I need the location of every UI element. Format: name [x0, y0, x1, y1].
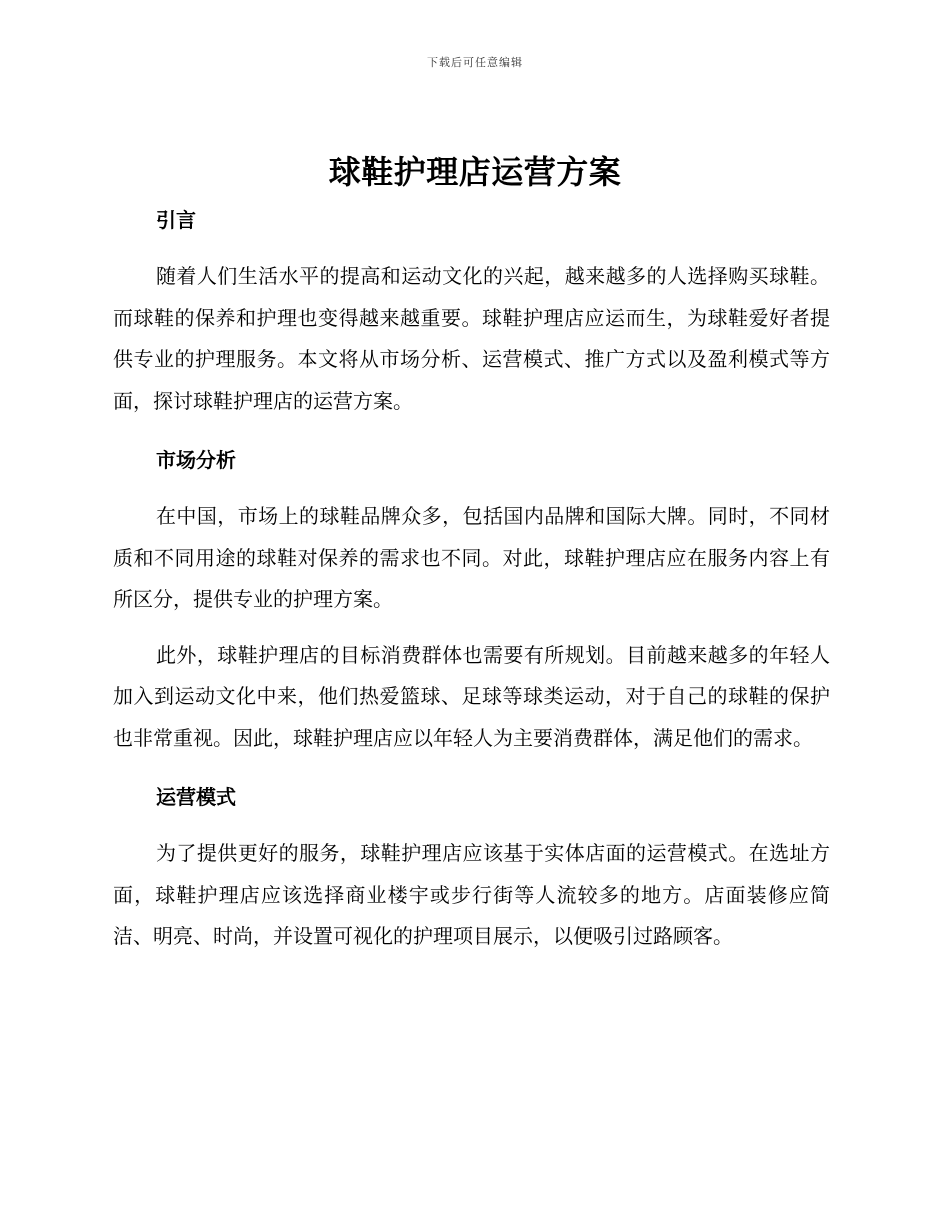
section-heading-operations: 运营模式: [156, 785, 236, 809]
document-title: 球鞋护理店运营方案: [328, 153, 622, 191]
paragraph: 此外，球鞋护理店的目标消费群体也需要有所规划。目前越来越多的年轻人加入到运动文化中来，他们热爱篮球、足球等球类运动，对于自己的球鞋的保护也非常重视。因此，球鞋护理店应以年轻人为主要消费群体，满足他们的需求。: [113, 642, 830, 750]
paragraph: 在中国，市场上的球鞋品牌众多，包括国内品牌和国际大牌。同时，不同材质和不同用途的球鞋对保养的需求也不同。对此，球鞋护理店应在服务内容上有所区分，提供专业的护理方案。: [113, 504, 830, 611]
section-heading-intro: 引言: [156, 208, 196, 232]
paragraph: 为了提供更好的服务，球鞋护理店应该基于实体店面的运营模式。在选址方面，球鞋护理店应该选择商业楼宇或步行街等人流较多的地方。店面装修应简洁、明亮、时尚，并设置可视化的护理项目展示，以便吸引过路顾客。: [113, 841, 830, 948]
paragraph: 随着人们生活水平的提高和运动文化的兴起，越来越多的人选择购买球鞋。而球鞋的保养和护理也变得越来越重要。球鞋护理店应运而生，为球鞋爱好者提供专业的护理服务。本文将从市场分析、运营模式、推广方式以及盈利模式等方面，探讨球鞋护理店的运营方案。: [113, 264, 830, 413]
header-note: 下载后可任意编辑: [427, 56, 523, 69]
section-heading-market: 市场分析: [156, 448, 236, 472]
document-body: [113, 198, 830, 958]
